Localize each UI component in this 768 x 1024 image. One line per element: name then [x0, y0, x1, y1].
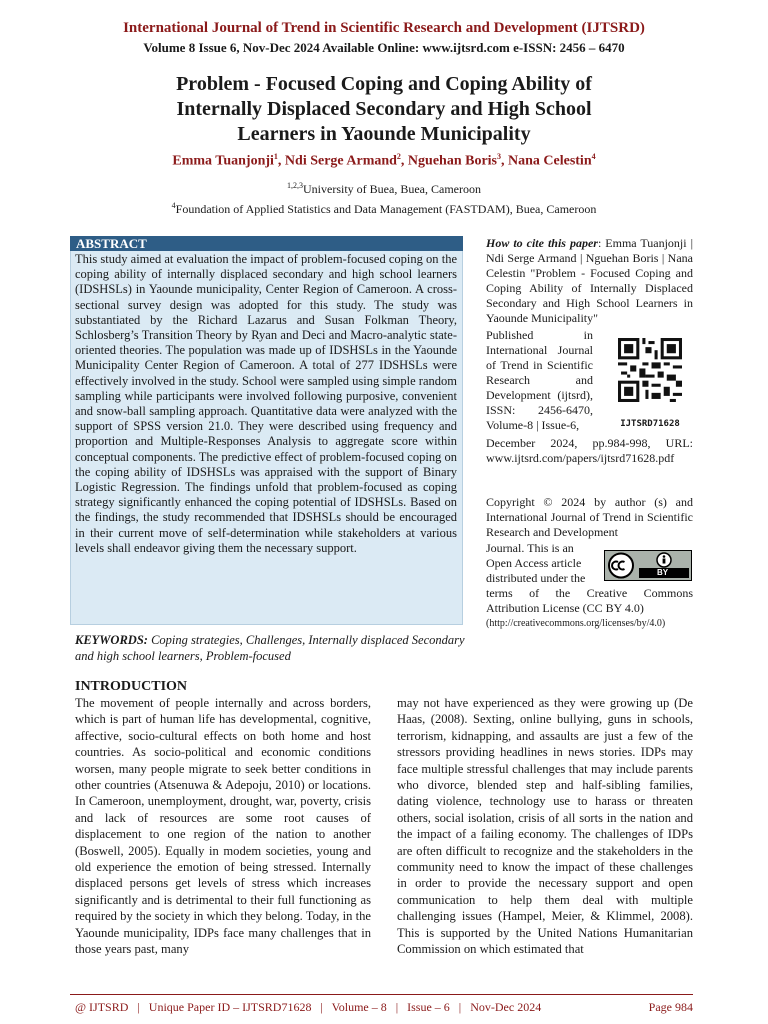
qr-paper-id: IJTSRD71628: [620, 419, 680, 429]
affiliation-sup: 1,2,3: [287, 181, 304, 190]
intro-paragraph-col1: The movement of people internally and across borders, which is part of human life has developmental, cognitive, affective, socio-cultural effects on both home and host countries. As socio-political and economic conditions worsen, many people migrate to seek better conditions in other countries (Atsenuwa & Adepoju, 2010) or locations. In Cameroon, unemployment, drought, war, poverty, crisis and lack of resources are some root causes of displacement to one region of the nation to another (Boswell, 2005). Equally in modem societies, young and old experience the emotion of being stressed. Internally displaced persons get levels of stress which increases significantly and is detrimental to their full functioning as required by the society in which they belong. Today, in the Yaounde municipality, IDPs face many challenges that in those years past, many: [75, 696, 371, 957]
abstract-heading: ABSTRACT: [70, 236, 463, 251]
keywords-label: KEYWORDS:: [75, 633, 148, 647]
copyright-text: Journal. This is an Open Access article distributed under the: [486, 541, 586, 585]
section-heading: INTRODUCTION: [75, 679, 188, 694]
license-url: (http://creativecommons.org/licenses/by/4.0): [486, 618, 666, 629]
author-sup: 4: [591, 152, 596, 161]
citation-label: How to cite this paper: [486, 236, 598, 250]
author-name: Emma Tuanjonji: [172, 153, 274, 169]
author-list: Emma Tuanjonji$^1$, Ndi Serge Armand$^2$, Nguehan Boris$^3$, Nana Celestin$^4$: [172, 152, 596, 169]
paper-title: [0, 72, 768, 147]
copyright-text: Copyright © 2024 by author (s) and International Journal of Trend in Scientific Research and Development: [486, 495, 693, 539]
author-sup: 3: [497, 152, 501, 161]
author-sup: 2: [396, 152, 401, 161]
citation: [486, 236, 693, 326]
copyright-text: terms of the Creative Commons Attribution License (CC BY 4.0): [486, 586, 693, 615]
affiliation-text: Foundation of Applied Statistics and Data Management (FASTDAM), Buea, Cameroon: [175, 202, 597, 216]
keywords: [75, 632, 465, 664]
citation-text: : Emma Tuanjonji | Ndi Serge Armand | Nguehan Boris | Nana Celestin "Problem - Focused Coping and Coping Ability of Internally Displaced Secondary and High School Learners in Yaounde Municipality": [486, 236, 693, 325]
abstract-text: This study aimed at evaluation the impact of problem-focused coping on the coping ability of internally displaced secondary and high school learners (IDSHSLs) in Yaounde municipality, Center Region of Cameroon. A cross-sectional survey design was adopted for this study. The study was substantiated by the Richard Lazarus and Susan Folkman Theory, Schlosberg’s Transition Theory by Ryan and Deci and Macro-analytic state-oriented theories. The population was made up of IDSHSLs in the Yaounde Municipality Center Region of Cameroon. A total of 277 IDSHSLs were effectively involved in the study. School were sampled using simple random sampling while participants were involved following purposive, convenient and snow-ball sampling approach. Quantitative data were analyzed with the support of SPSS version 21.0. They were described using frequency and proportion and Multiple-Responses Analysis to aggregate score within conceptual components. The predictive effect of problem-focused coping on the coping ability of IDSHSLs was appraised with the support of Binary Logistic Regression. The findings unfold that problem-focused as coping strategy significantly enhanced the coping potential of IDSHSLs. Based on the findings, the study recommended that IDSHSLs should be encouraged in their current move of self-determination while stakeholders at various levels shall endeavor giving them the necessary support.: [75, 252, 457, 555]
affiliation: [0, 201, 768, 217]
cc-badge-text: BY: [657, 568, 669, 577]
paper-title-line: Problem - Focused Coping and Coping Ability of: [176, 73, 592, 95]
journal-volume-line: Volume 8 Issue 6, Nov-Dec 2024 Available Online: www.ijtsrd.com e-ISSN: 2456 – 6470: [143, 40, 625, 55]
qr-code-icon: [618, 338, 682, 402]
qr-code-block: [608, 338, 692, 434]
cc-logo-icon: [605, 551, 691, 580]
intro-paragraph-col2: may not have experienced as they were growing up (De Haas, (2008). Sexting, online bullying, guns in schools, terrorism, kidnapping, and assaults are just a few of the stressors providing headlines in news stories. IDPs may face multiple stressful challenges that may include parents who divorce, blended step and half-sibling families, dating violence, technology use to harass or threaten others, social isolation, crisis of all sorts in the nation and the impact of a failing economy. The challenges of IDPs are often difficult to recognize and the stakeholders in the community need to know the impact of these challenges in order to provide the necessary support and open communication to help them deal with multiple challenging issues (Hampel, Meier, & Klimmel, 2008). This is supported by the United Nations Humanitarian Commission on which estimated that: [397, 696, 693, 957]
author-name: Nana Celestin: [508, 153, 592, 169]
author-sup: 1: [273, 152, 278, 161]
journal-title: International Journal of Trend in Scientific Research and Development (IJTSRD): [123, 20, 645, 36]
affiliation-text: University of Buea, Buea, Cameroon: [303, 182, 481, 196]
author-name: Ndi Serge Armand: [284, 153, 397, 169]
paper-title-line: Learners in Yaounde Municipality: [237, 123, 531, 145]
footer-text: @ IJTSRD | Unique Paper ID – IJTSRD71628 | Volume – 8 | Issue – 6 | Nov-Dec 2024: [75, 1000, 542, 1014]
footer-divider: [70, 994, 693, 995]
citation-published: Published in International Journal of Trend in Scientific Research and Development (ijtsrd), ISSN: 2456-6470, Volume-8 | Issue-6,: [486, 328, 593, 432]
affiliation: [0, 181, 768, 197]
page-number: Page 984: [648, 1000, 693, 1014]
cc-by-license-icon: [604, 550, 692, 581]
paper-title-line: Internally Displaced Secondary and High School: [176, 98, 592, 120]
affiliation-sup: 4: [171, 201, 176, 210]
author-name: Nguehan Boris: [407, 153, 497, 169]
citation-published-url: December 2024, pp.984-998, URL: www.ijtsrd.com/papers/ijtsrd71628.pdf: [486, 436, 693, 465]
keywords-text: Coping strategies, Challenges, Internally displaced Secondary and high school learners, Problem-focused: [75, 633, 465, 663]
